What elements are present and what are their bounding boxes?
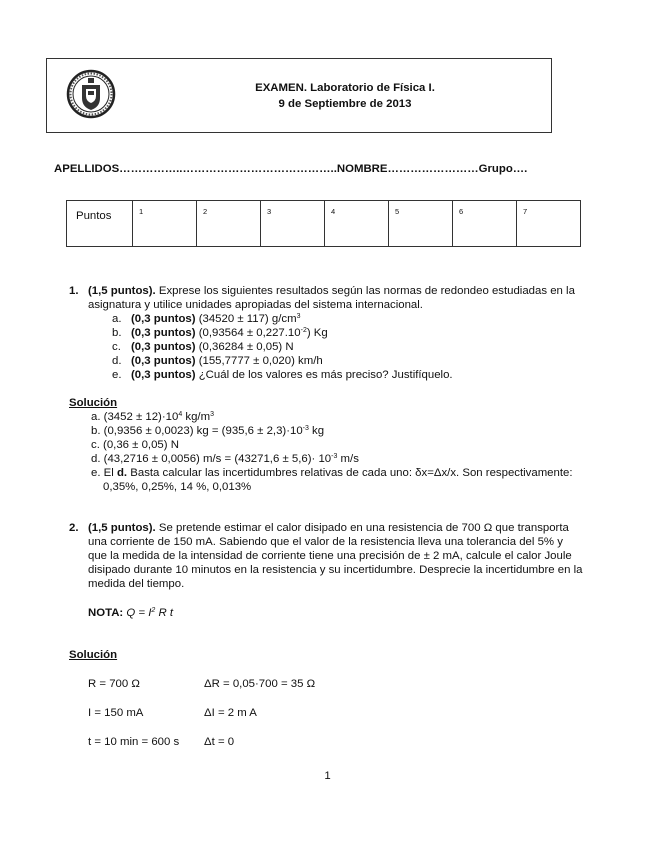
points-cell-1: 1 [133,201,197,247]
solution-1-a: a. $(3452 \pm 12)\cdot 10^4$ $kg/m^3$ [91,411,214,423]
page-number: 1 [324,770,331,782]
points-cell-2: 2 [197,201,261,247]
q1-text-line1: (1,5 puntos). Exprese los siguientes resultados según las normas de redondeo estudiadas en la [88,285,575,297]
points-cell-4: 4 [325,201,389,247]
q1-item-a: a. [112,313,122,325]
solution-2-r: R = 700 Ω [88,678,140,690]
solution-1-e: e. El d. Basta calcular las incertidumbres relativas de cada uno: δx=Δx/x. Son respectivamente: [91,467,573,479]
exam-title [170,80,520,112]
points-label: Puntos [67,201,133,247]
solution-2-heading: Solución [69,649,118,661]
student-info-line: APELLIDOS……………..…………………………………..NOMBRE……………………Grupo…. [54,163,528,175]
solution-1-c: c. (0,36 ± 0,05) N [91,439,179,451]
solution-2-delta-i: ΔI = 2 m A [204,707,257,719]
solution-1-b: b. (0,9356 ± 0,0023) kg = $(935,6 \pm 2,3)\cdot 10^{-3}$ kg [91,425,325,437]
solution-1-d: d. (43,2716 ± 0,0056) $m/s = (43271,6 \pm 5,6)\cdot 10^{-3}$ m/s [91,453,359,465]
q2-text-line2: una corriente de 150 mA. Sabiendo que el valor de la resistencia lleva una tolerancia del 5% y [88,536,563,548]
solution-1-e-values: 0,35%, 0,25%, 14 %, 0,013% [103,481,252,493]
q2-text-line1: (1,5 puntos). Se pretende estimar el calor disipado en una resistencia de 700 Ω que transporta [88,522,569,534]
points-cell-7: 7 [517,201,581,247]
points-table [66,200,581,247]
q1-item-e: e. [112,369,122,381]
solution-2-delta-r: ΔR = 0,05·700 = 35 Ω [204,678,316,690]
q1-item-d-text: (0,3 puntos) (155,7777 ± 0,020) km/h [131,355,323,367]
exam-date: 9 de Septiembre de 2013 [278,98,412,110]
solution-2-i: I = 150 mA [88,707,144,719]
q2-number: 2. [69,522,79,534]
solution-2-t: t = 10 min = 600 s [88,736,180,748]
q1-item-b: b. [112,327,122,339]
q2-text-line5: medida del tiempo. [88,578,185,590]
q2-nota: NOTA: $Q = I^2$ R t [88,607,174,619]
q1-item-c: c. [112,341,121,353]
exam-title-line1: EXAMEN. Laboratorio de Física I. [255,82,435,94]
points-cell-5: 5 [389,201,453,247]
q1-item-d: d. [112,355,122,367]
q1-text-line2: asignatura y utilice unidades apropiadas del sistema internacional. [88,299,423,311]
q1-points: (1,5 puntos). [88,285,156,297]
q1-item-c-text: (0,3 puntos) (0,36284 ± 0,05) N [131,341,294,353]
points-cell-3: 3 [261,201,325,247]
q2-points: (1,5 puntos). [88,522,156,534]
solution-1-heading: Solución [69,397,118,409]
university-seal-logo [66,68,116,120]
solution-2-delta-t: Δt = 0 [204,736,235,748]
q2-text-line4: disipado durante 10 minutos en la resistencia y su incertidumbre. Desprecie la incertidumbre en la [88,564,583,576]
q1-number: 1. [69,285,79,297]
points-cell-6: 6 [453,201,517,247]
q2-text-line3: que la medida de la intensidad de corriente tiene una precisión de ± 2 mA, calcule el calor Joule [88,550,572,562]
q1-item-b-text: (0,3 puntos) $(0,93564 \pm 0,227.10^{-2})$ Kg [131,327,328,339]
q1-item-e-text: (0,3 puntos) ¿Cuál de los valores es más preciso? Justifíquelo. [131,369,453,381]
q1-item-a-text: (0,3 puntos) (34520 ± 117) $g/cm^3$ [131,313,301,325]
